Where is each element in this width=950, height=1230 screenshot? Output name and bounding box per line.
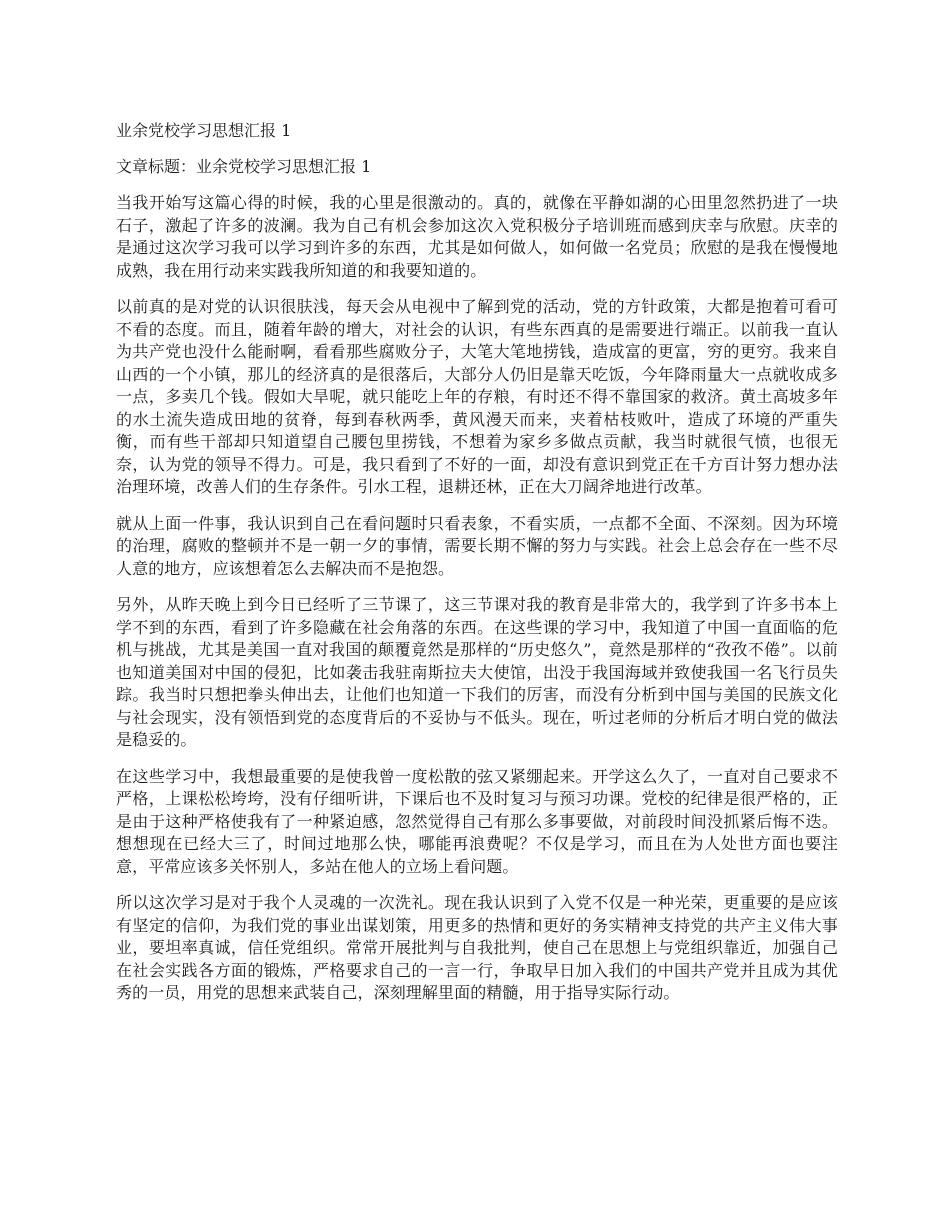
document-page: [116, 118, 838, 1019]
paragraph-4: 另外，从昨天晚上到今日已经听了三节课了，这三节课对我的教育是非常大的，我学到了许多书本上学不到的东西，看到了许多隐藏在社会角落的东西。在这些课的学习中，我知道了中国一直面临的危机与挑战，尤其是美国一直对我国的颠覆竟然是那样的“历史悠久”，竟然是那样的“孜孜不倦”。以前也知道美国对中国的侵犯，比如袭击我驻南斯拉夫大使馆，出没于我国海域并致使我国一名飞行员失踪。我当时只想把拳头伸出去，让他们也知道一下我们的厉害，而没有分析到中国与美国的民族文化与社会现实，没有领悟到党的态度背后的不妥协与不低头。现在，听过老师的分析后才明白党的做法是稳妥的。: [116, 595, 838, 749]
paragraph-5: 在这些学习中，我想最重要的是使我曾一度松散的弦又紧绷起来。开学这么久了，一直对自己要求不严格，上课松松垮垮，没有仔细听讲，下课后也不及时复习与预习功课。党校的纪律是很严格的，正是由于这种严格使我有了一种紧迫感，忽然觉得自己有那么多事要做，对前段时间没抓紧后悔不迭。想想现在已经大三了，时间过地那么快，哪能再浪费呢？不仅是学习，而且在为人处世方面也要注意，平常应该多关怀别人，多站在他人的立场上看问题。: [116, 766, 838, 876]
article-title-line: 文章标题：业余党校学习思想汇报 1: [116, 157, 372, 176]
paragraph-1: 当我开始写这篇心得的时候，我的心里是很激动的。真的，就像在平静如湖的心田里忽然扔进了一块石子，激起了许多的波澜。我为自己有机会参加这次入党积极分子培训班而感到庆幸与欣慰。庆幸的是通过这次学习我可以学习到许多的东西，尤其是如何做人，如何做一名党员；欣慰的是我在慢慢地成熟，我在用行动来实践我所知道的和我要知道的。: [116, 193, 838, 280]
paragraph-2: 以前真的是对党的认识很肤浅，每天会从电视中了解到党的活动，党的方针政策，大都是抱着可看可不看的态度。而且，随着年龄的增大，对社会的认识，有些东西真的是需要进行端正。以前我一直认为共产党也没什么能耐啊，看看那些腐败分子，大笔大笔地捞钱，造成富的更富，穷的更穷。我来自山西的一个小镇，那儿的经济真的是很落后，大部分人仍旧是靠天吃饭，今年降雨量大一点就收成多一点，多卖几个钱。假如大旱呢，就只能吃上年的存粮，有时还不得不靠国家的救济。黄土高坡多年的水土流失造成田地的贫脊，每到春秋两季，黄风漫天而来，夹着枯枝败叶，造成了环境的严重失衡，而有些干部却只知道望自己腰包里捞钱，不想着为家乡多做点贡献，我当时就很气愤，也很无奈，认为党的领导不得力。可是，我只看到了不好的一面，却没有意识到党正在千方百计努力想办法治理环境，改善人们的生存条件。引水工程，退耕还林，正在大刀阔斧地进行改革。: [116, 297, 838, 496]
document-title: 业余党校学习思想汇报 1: [116, 121, 292, 140]
paragraph-3: 就从上面一件事，我认识到自己在看问题时只看表象，不看实质，一点都不全面、不深刻。因为环境的治理，腐败的整顿并不是一朝一夕的事情，需要长期不懈的努力与实践。社会上总会存在一些不尽人意的地方，应该想着怎么去解决而不是抱怨。: [116, 513, 838, 578]
paragraph-6: 所以这次学习是对于我个人灵魂的一次洗礼。现在我认识到了入党不仅是一种光荣，更重要的是应该有坚定的信仰，为我们党的事业出谋划策，用更多的热情和更好的务实精神支持党的共产主义伟大事业，要坦率真诚，信任党组织。常常开展批判与自我批判，使自己在思想上与党组织靠近，加强自己在社会实践各方面的锻炼，严格要求自己的一言一行，争取早日加入我们的中国共产党并且成为其优秀的一员，用党的思想来武装自己，深刻理解里面的精髓，用于指导实际行动。: [116, 893, 838, 1002]
